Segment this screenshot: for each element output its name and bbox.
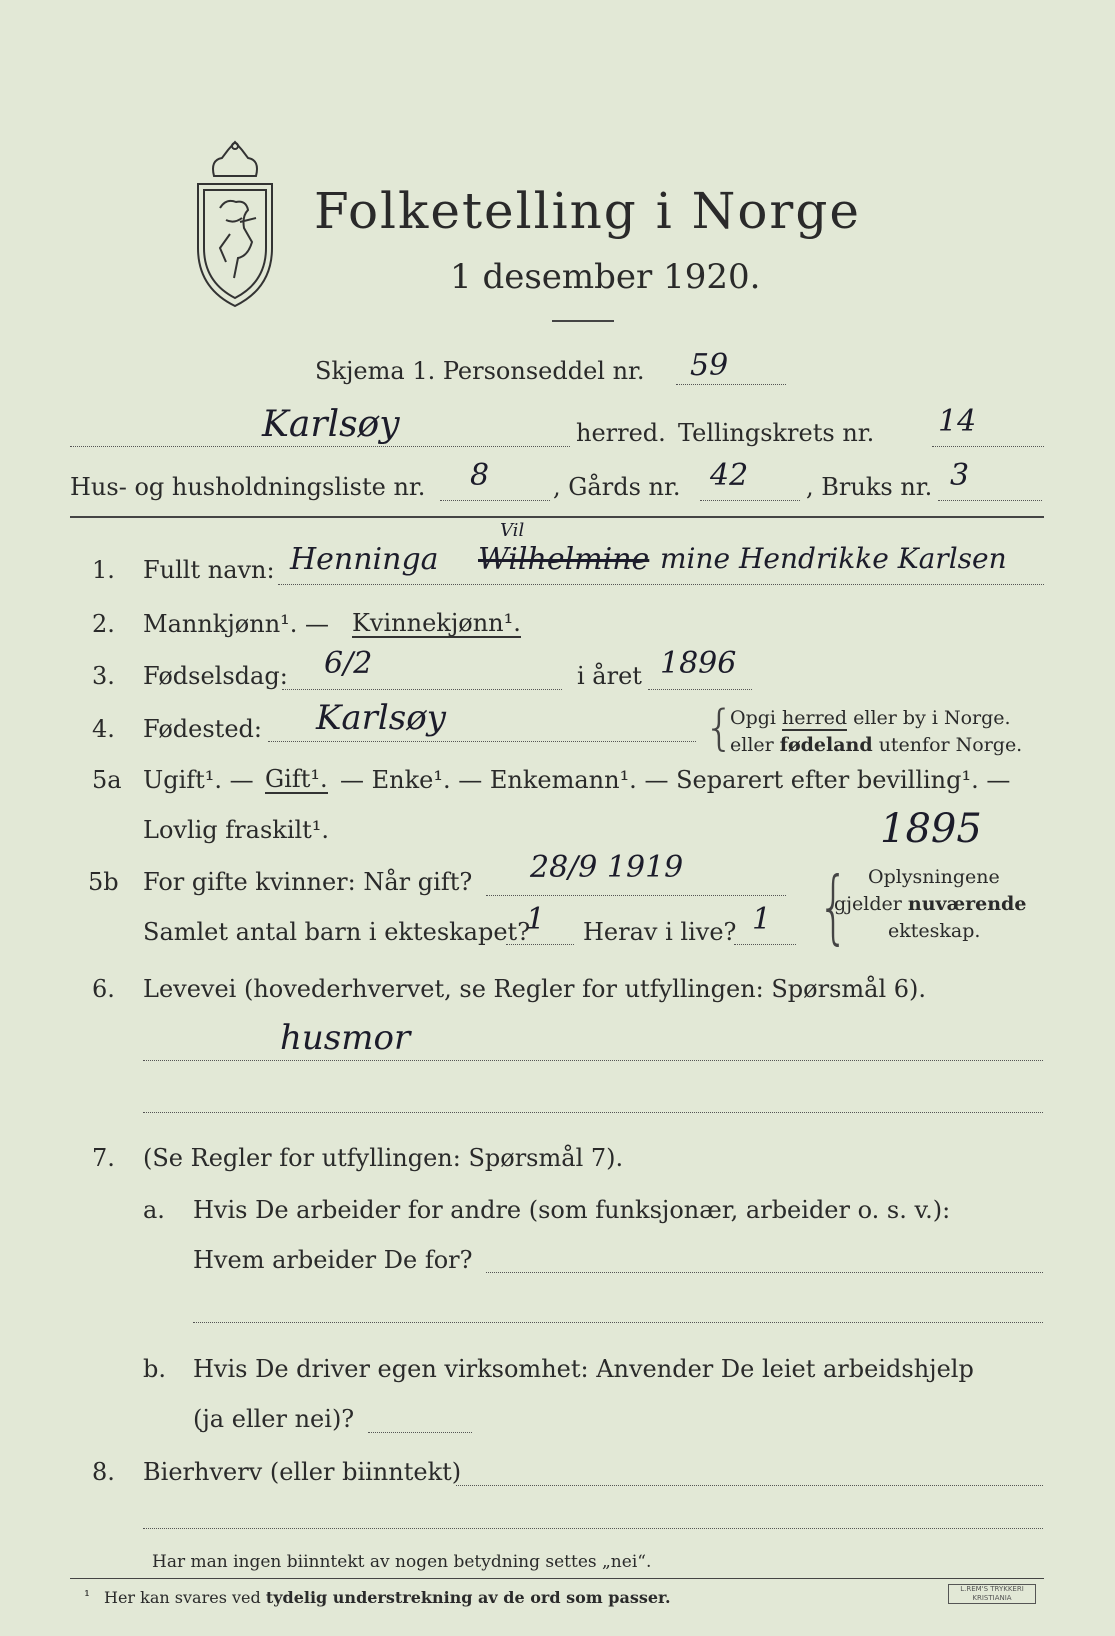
- status-fraskilt-option: Lovlig fraskilt¹.: [143, 816, 330, 844]
- birthyear-label: i året: [577, 662, 642, 690]
- q8-number: 8.: [92, 1458, 115, 1486]
- husliste-field: [440, 500, 550, 501]
- q4-label: Fødested:: [143, 715, 262, 743]
- q1-number: 1.: [92, 556, 115, 584]
- alive-label: Herav i live?: [583, 918, 737, 946]
- census-date: 1 desember 1920.: [450, 257, 761, 297]
- occupation-value: husmor: [280, 1018, 411, 1058]
- side-income-field: [456, 1485, 1043, 1486]
- tellingskrets-label: Tellingskrets nr.: [678, 419, 875, 447]
- married-date-value: 28/9 1919: [530, 850, 684, 885]
- q7b-number: b.: [143, 1355, 166, 1383]
- herred-label: herred.: [576, 419, 666, 447]
- birthyear-field: [648, 689, 752, 690]
- tellingskrets-value: 14: [938, 404, 977, 439]
- husliste-label: Hus- og husholdningsliste nr.: [70, 473, 426, 501]
- gards-value: 42: [710, 458, 749, 493]
- q1-label: Fullt navn:: [143, 556, 275, 584]
- birthplace-field: [268, 741, 696, 742]
- birthdate-field: [282, 689, 562, 690]
- schema-number-field: [676, 384, 786, 385]
- footer-divider: [70, 1578, 1044, 1579]
- married-date-field: [486, 895, 786, 896]
- q5b-number: 5b: [88, 868, 119, 896]
- q3-number: 3.: [92, 662, 115, 690]
- marriage-note-line1: Oplysningene: [868, 866, 1000, 888]
- bruks-label: , Bruks nr.: [806, 473, 933, 501]
- birthyear-value: 1896: [660, 646, 737, 681]
- q4-number: 4.: [92, 715, 115, 743]
- footnote-text: Her kan svares ved tydelig understrekning av de ord som passer.: [104, 1588, 671, 1607]
- printer-stamp: L.REM'S TRYKKERI KRISTIANIA: [948, 1584, 1036, 1604]
- marriage-note-line2: gjelder nuværende: [834, 893, 1027, 915]
- occupation-field-2: [143, 1112, 1043, 1113]
- form-title: Folketelling i Norge: [314, 182, 861, 240]
- children-value: 1: [526, 902, 546, 937]
- occupation-field: [143, 1060, 1043, 1061]
- footnote-number: ¹: [84, 1587, 91, 1605]
- gards-label: , Gårds nr.: [553, 473, 681, 501]
- q7a-number: a.: [143, 1196, 165, 1224]
- q6-number: 6.: [92, 975, 115, 1003]
- bruks-value: 3: [950, 458, 970, 493]
- tellingskrets-field: [932, 446, 1044, 447]
- fullname-rest: mine Hendrikke Karlsen: [660, 542, 1007, 575]
- q7-number: 7.: [92, 1144, 115, 1172]
- fullname-struck: Wilhelmine: [478, 542, 650, 577]
- marriage-note-brace: {: [818, 860, 849, 953]
- q7b-line2: (ja eller nei)?: [193, 1405, 355, 1433]
- schema-number-value: 59: [690, 348, 729, 383]
- husliste-value: 8: [470, 458, 490, 493]
- birthplace-note-brace: {: [704, 700, 735, 756]
- q6-label: Levevei (hovederhvervet, se Regler for utfyllingen: Spørsmål 6).: [143, 975, 927, 1003]
- fullname-insert: Vil: [500, 520, 525, 541]
- fullname-first: Henninga: [290, 542, 439, 577]
- q5a-number: 5a: [92, 766, 122, 794]
- alive-value: 1: [752, 902, 772, 937]
- no-income-note: Har man ingen biinntekt av nogen betydning settes „nei“.: [152, 1552, 652, 1572]
- herred-field: [70, 446, 570, 447]
- birthdate-value: 6/2: [324, 646, 373, 681]
- birthplace-note-line2: eller fødeland utenfor Norge.: [730, 734, 1023, 756]
- header-divider: [70, 516, 1044, 518]
- herred-value: Karlsøy: [262, 404, 400, 445]
- q8-label: Bierhverv (eller biinntekt): [143, 1458, 462, 1486]
- gender-male-option: Mannkjønn¹. —: [143, 610, 330, 638]
- children-field: [506, 944, 574, 945]
- title-divider: [552, 320, 614, 322]
- q7b-line1: Hvis De driver egen virksomhet: Anvender De leiet arbeidshjelp: [193, 1355, 974, 1383]
- status-other-options: — Enke¹. — Enkemann¹. — Separert efter bevilling¹. —: [340, 766, 1011, 794]
- gender-female-option: Kvinnekjønn¹.: [352, 609, 521, 637]
- q2-number: 2.: [92, 610, 115, 638]
- married-label: For gifte kvinner: Når gift?: [143, 868, 473, 896]
- birthplace-note-line1: Opgi herred eller by i Norge.: [730, 707, 1011, 729]
- q3-label: Fødselsdag:: [143, 662, 288, 690]
- year-note-value: 1895: [880, 806, 982, 852]
- employer-field-2: [193, 1322, 1043, 1323]
- alive-field: [734, 944, 796, 945]
- bruks-field: [938, 500, 1042, 501]
- marriage-note-line3: ekteskap.: [888, 920, 981, 942]
- children-label: Samlet antal barn i ekteskapet?: [143, 918, 531, 946]
- employer-field: [486, 1272, 1043, 1273]
- status-gift-option: Gift¹.: [265, 765, 328, 793]
- side-income-field-2: [143, 1528, 1043, 1529]
- q7a-line1: Hvis De arbeider for andre (som funksjonær, arbeider o. s. v.):: [193, 1196, 951, 1224]
- status-ugift-option: Ugift¹. —: [143, 766, 254, 794]
- schema-label: Skjema 1. Personseddel nr.: [315, 357, 645, 385]
- gards-field: [700, 500, 800, 501]
- hired-help-field: [368, 1432, 472, 1433]
- norway-coat-of-arms-icon: [190, 138, 280, 310]
- fullname-field: [278, 584, 1044, 585]
- q7-label: (Se Regler for utfyllingen: Spørsmål 7).: [143, 1144, 624, 1172]
- birthplace-value: Karlsøy: [316, 698, 446, 738]
- q7a-line2: Hvem arbeider De for?: [193, 1246, 473, 1274]
